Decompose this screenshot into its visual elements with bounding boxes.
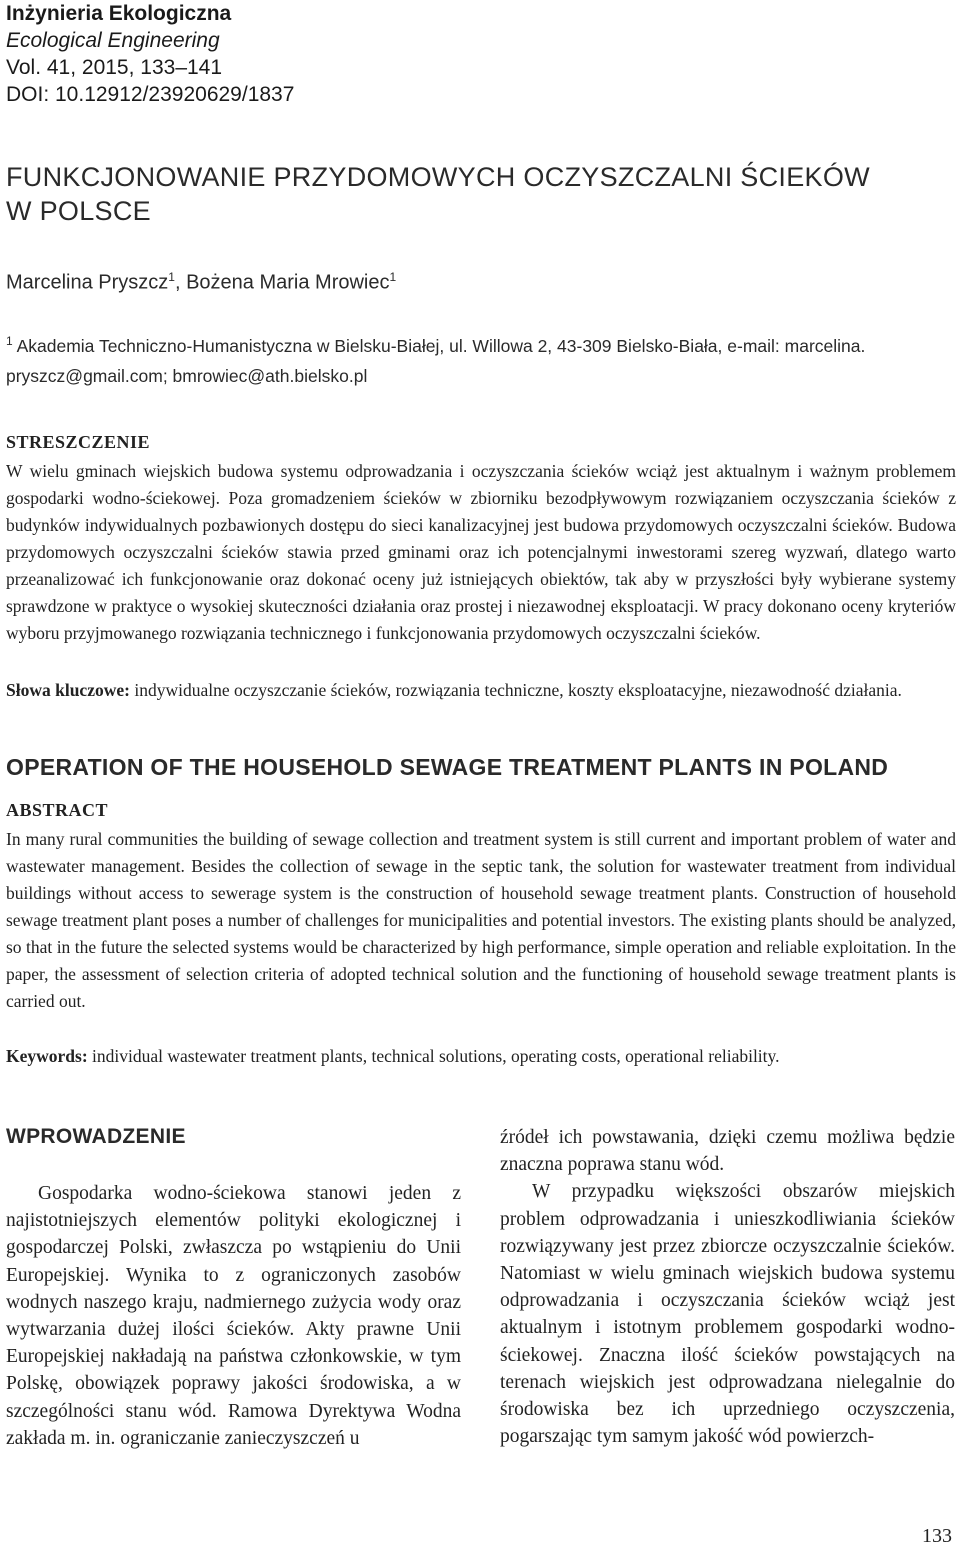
affiliation-text: Akademia Techniczno-Humanistyczna w Bielsku-Białej, ul. Willowa 2, 43-309 Bielsko-Biała, e-mail: marcelina. pryszcz@gmail.com; bmrowiec@ath.bielsko.pl	[6, 335, 866, 386]
keywords-pl-label: Słowa kluczowe:	[6, 680, 130, 700]
abstract-heading: ABSTRACT	[6, 800, 109, 820]
abstract-text: In many rural communities the building of sewage collection and treatment system is still current and important problem of water and wastewater management. Besides the collection of sewage in the septic tank, the solution for wastewater treatment from individual buildings without access to sewerage system is the construction of household sewage treatment plants. Construction of household sewage treatment plant poses a number of challenges for municipalities and potential investors. The existing plants should be analyzed, so that in the future the selected systems would be characterized by high performance, simple operation and reliable exploitation. In the paper, the assessment of selection criteria of adopted technical solution and the functioning of household sewage treatment plants is carried out.	[6, 829, 956, 1011]
article-title-pl	[6, 160, 946, 228]
keywords-en-text: individual wastewater treatment plants, technical solutions, operating costs, operational reliability.	[87, 1046, 780, 1066]
journal-name-en: Ecological Engineering	[6, 29, 220, 52]
right-column	[500, 1124, 955, 1450]
author-name: Marcelina Pryszcz	[6, 271, 169, 294]
journal-name-pl: Inżynieria Ekologiczna	[6, 2, 232, 25]
wprowadzenie-heading: WPROWADZENIE	[6, 1125, 186, 1148]
page-number: 133	[922, 1525, 952, 1547]
intro-paragraph: Gospodarka wodno-ściekowa stanowi jeden z najistotniejszych elementów polityki ekologicznej i gospodarczej Polski, zwłaszcza po wstąpieniu do Unii Europejskiej. Wynika to z ograniczonych zasobów wodnych naszego kraju, nadmiernego zużycia wody oraz wytwarzania dużej ilości ścieków. Akty prawne Unii Europejskiej nakładają na państwa członkowskie, w tym Polskę, obowiązek poprawy jakości środowiska, a w szczególności stanu wód. Ramowa Dyrektywa Wodna zakłada m. in. ograniczanie zanieczyszczeń u	[6, 1183, 461, 1449]
journal-volume: Vol. 41, 2015, 133–141	[6, 56, 223, 79]
author-separator: ,	[174, 271, 187, 294]
author-name: Bożena Maria Mrowiec	[186, 271, 390, 294]
affiliation-mark: 1	[6, 334, 13, 348]
keywords-pl	[6, 677, 956, 704]
left-column	[6, 1180, 461, 1452]
keywords-pl-text: indywidualne oczyszczanie ścieków, rozwiązania techniczne, koszty eksploatacyjne, niezawodność działania.	[129, 680, 902, 700]
keywords-en-label: Keywords:	[6, 1046, 88, 1066]
intro-paragraph: W przypadku większości obszarów miejskich problem odprowadzania i unieszkodliwiania ścieków rozwiązywany jest przez zbiorcze oczyszczalnie ścieków. Natomiast w wielu gminach wiejskich budowa systemu odprowadzania i oczyszczania ścieków wciąż jest aktualnym i istotnym problemem gospodarki wodno-ściekowej. Znaczna ilość ścieków powstających na terenach wiejskich jest odprowadzana nielegalnie do środowiska bez ich uprzedniego oczyszczenia, pogarszając tym samym jakość wód powierzch-	[500, 1181, 955, 1448]
intro-paragraph-continued: źródeł ich powstawania, dzięki czemu możliwa będzie znaczna poprawa stanu wód.	[500, 1127, 955, 1176]
article-title-en: OPERATION OF THE HOUSEHOLD SEWAGE TREATMENT PLANTS IN POLAND	[6, 754, 889, 780]
author-affiliation-mark: 1	[389, 270, 397, 284]
streszczenie-heading: STRESZCZENIE	[6, 432, 151, 452]
journal-header	[6, 0, 294, 108]
keywords-en	[6, 1043, 956, 1070]
title-pl-line2: W POLSCE	[6, 196, 151, 226]
streszczenie-text: W wielu gminach wiejskich budowa systemu odprowadzania i oczyszczania ścieków wciąż jest aktualnym i ważnym problemem gospodarki wodno-ściekowej. Poza gromadzeniem ścieków w zbiorniku bezodpływowym rozwiązaniem oczyszczania ścieków z budynków indywidualnych pozbawionych dostępu do sieci kanalizacyjnej jest budowa przydomowych oczyszczalni ścieków. Budowa przydomowych oczyszczalni ścieków stawia przed gminami oraz ich potencjalnymi inwestorami szereg wyzwań, dlatego warto przeanalizować ich funkcjonowanie oraz dokonać oceny już istniejących obiektów, tak aby w przyszłości były wybierane systemy sprawdzone w praktyce o wysokiej skuteczności działania oraz prostej i niezawodnej eksploatacji. W pracy dokonano oceny kryteriów wyboru przyjmowanego rozwiązania technicznego i funkcjonowania przydomowych oczyszczalni ścieków.	[6, 461, 956, 643]
journal-doi: DOI: 10.12912/23920629/1837	[6, 83, 295, 106]
author-list	[6, 270, 396, 295]
affiliation	[6, 326, 951, 391]
title-pl-line1: FUNKCJONOWANIE PRZYDOMOWYCH OCZYSZCZALNI ŚCIEKÓW	[6, 162, 870, 192]
author-affiliation-mark: 1	[168, 270, 175, 284]
